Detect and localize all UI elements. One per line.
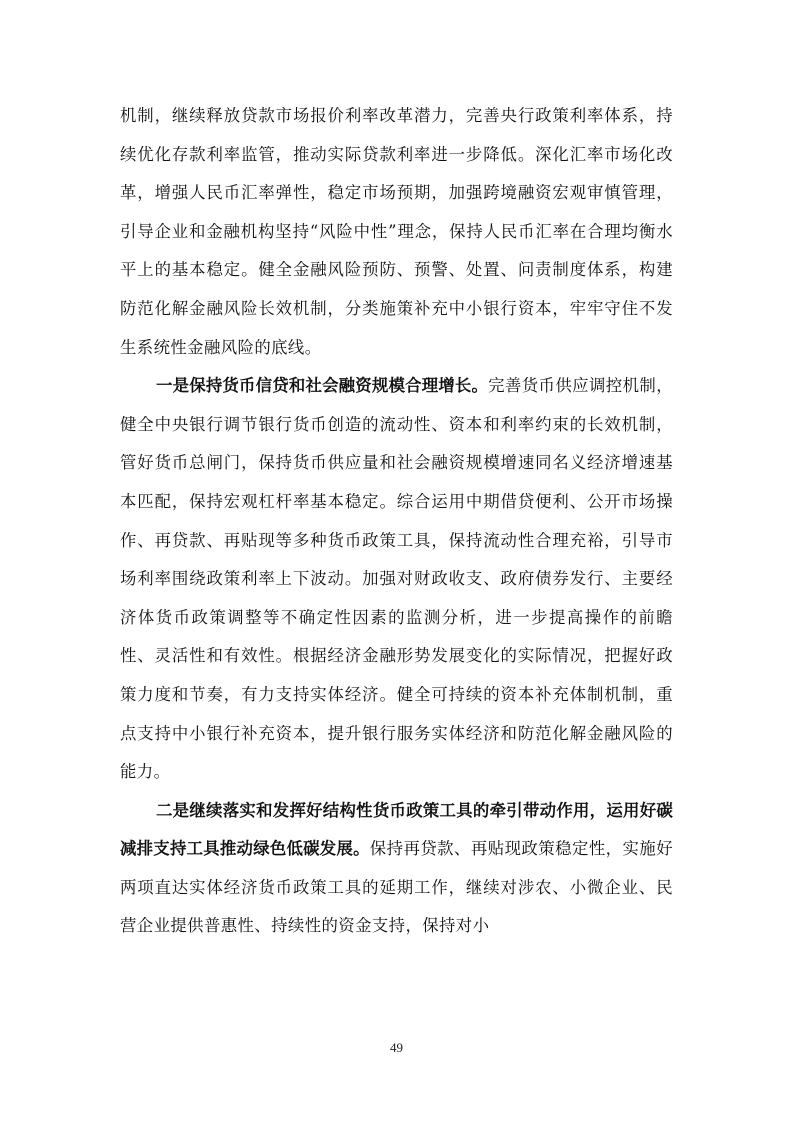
paragraph-text: 完善货币供应调控机制，健全中央银行调节银行货币创造的流动性、资本和利率约束的长效机制，管好货币总闸门，保持货币供应量和社会融资规模增速同名义经济增速基本匹配，保持宏观杠杆率基本稳定。综合运用中期借贷便利、公开市场操作、再贷款、再贴现等多种货币政策工具，保持流动性合理充裕，引导市场利率围绕政策利率上下波动。加强对财政收支、政府债券发行、主要经济体货币政策调整等不确定性因素的监测分析，进一步提高操作的前瞻性、灵活性和有效性。根据经济金融形势发展变化的实际情况，把握好政策力度和节奏，有力支持实体经济。健全可持续的资本补充体制机制，重点支持中小银行补充资本，提升银行服务实体经济和防范化解金融风险的能力。 bbox=[120, 376, 673, 782]
paragraph-point-two bbox=[120, 792, 673, 946]
paragraph-point-one bbox=[120, 367, 673, 792]
paragraph-text: 保持再贷款、再贴现政策稳定性，实施好两项直达实体经济货币政策工具的延期工作，继续对涉农、小微企业、民营企业提供普惠性、持续性的资金支持，保持对小 bbox=[120, 839, 674, 936]
paragraph-continuation bbox=[120, 97, 673, 367]
paragraph-bold-lead: 一是保持货币信贷和社会融资规模合理增长。 bbox=[156, 376, 489, 396]
paragraph-bold-lead: 二是继续落实和发挥好结构性货币政策工具的牵引带动作用，运用好碳减排支持工具推动绿色低碳发展。 bbox=[120, 800, 673, 859]
paragraph-text: 机制，继续释放贷款市场报价利率改革潜力，完善央行政策利率体系，持续优化存款利率监管，推动实际贷款利率进一步降低。深化汇率市场化改革，增强人民币汇率弹性，稳定市场预期，加强跨境融资宏观审慎管理，引导企业和金融机构坚持“风险中性”理念，保持人民币汇率在合理均衡水平上的基本稳定。健全金融风险预防、预警、处置、问责制度体系，构建防范化解金融风险长效机制，分类施策补充中小银行资本，牢牢守住不发生系统性金融风险的底线。 bbox=[120, 106, 673, 357]
page-number: 49 bbox=[390, 1040, 403, 1055]
document-body bbox=[120, 97, 673, 946]
